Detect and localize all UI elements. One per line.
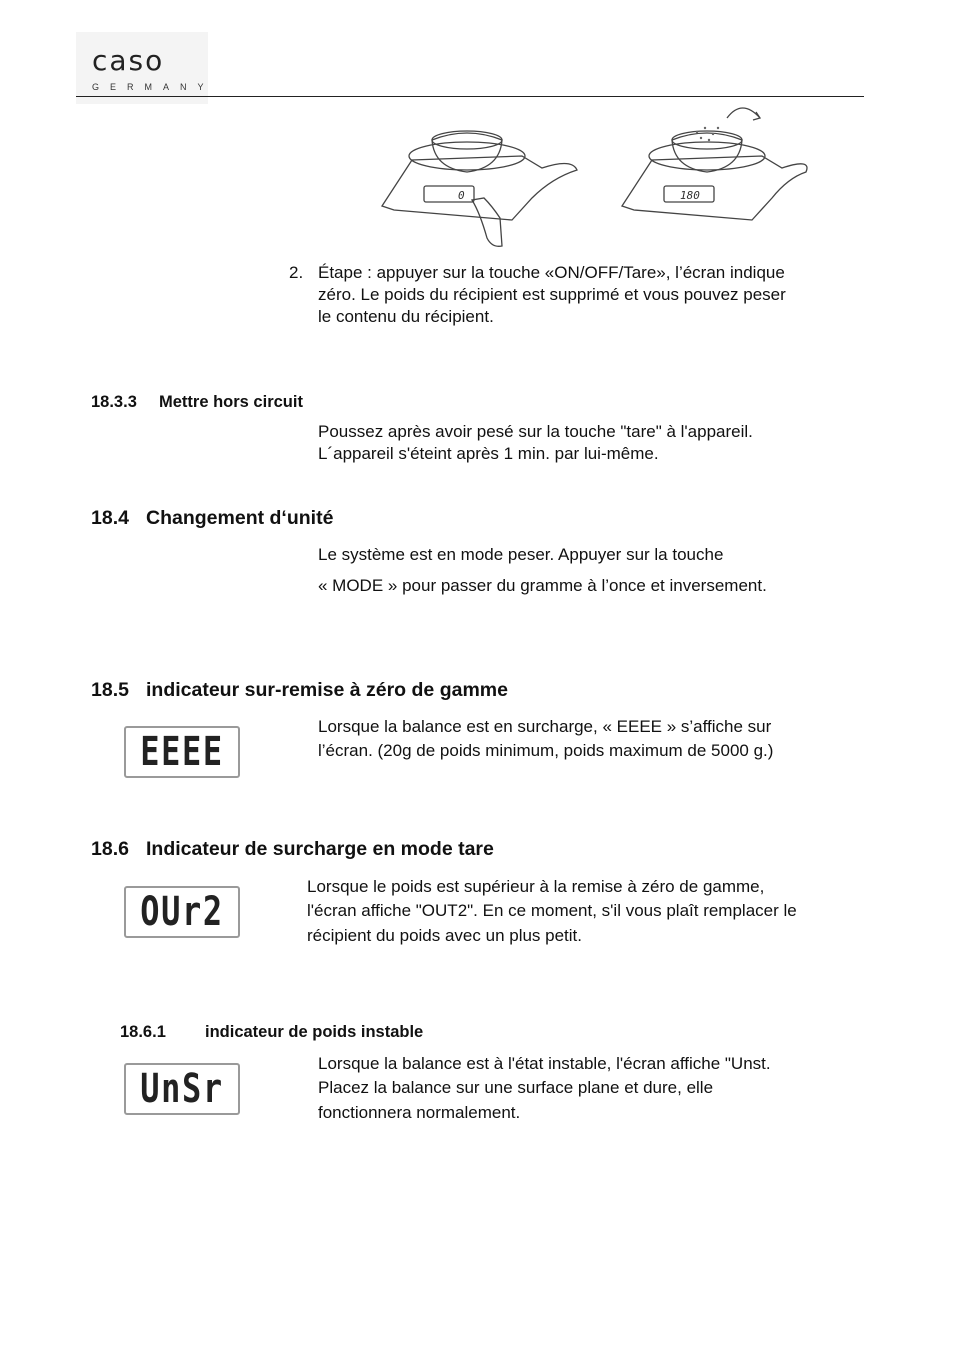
section-18-3-3-number: 18.3.3 xyxy=(91,393,137,411)
section-18-3-3-title: Mettre hors circuit xyxy=(159,393,303,411)
section-18-6-number: 18.6 xyxy=(91,838,129,860)
logo-text: caso xyxy=(92,44,165,77)
section-18-6-1-line-1: Lorsque la balance est à l'état instable, l'écran affiche "Unst. xyxy=(318,1054,771,1073)
step-2-line-3: le contenu du récipient. xyxy=(318,307,494,326)
lcd-out2-text: OUr2 xyxy=(140,889,224,935)
section-18-5-line-1: Lorsque la balance est en surcharge, « EEEE » s’affiche sur xyxy=(318,717,772,736)
lcd-display-unst xyxy=(124,1063,240,1115)
section-18-3-3-line-2: L´appareil s'éteint après 1 min. par lui-même. xyxy=(318,444,659,463)
section-18-4-title: Changement d‘unité xyxy=(146,507,334,529)
section-18-6-1-line-3: fonctionnera normalement. xyxy=(318,1103,521,1122)
step-number: 2. xyxy=(289,263,304,282)
scale-illustration xyxy=(372,98,812,253)
section-18-6-line-1: Lorsque le poids est supérieur à la remise à zéro de gamme, xyxy=(307,877,765,896)
lcd-display-eeee xyxy=(124,726,240,778)
section-18-4-number: 18.4 xyxy=(91,507,129,529)
section-18-5-line-2: l’écran. (20g de poids minimum, poids maximum de 5000 g.) xyxy=(318,741,774,760)
section-18-6-line-2: l'écran affiche "OUT2". En ce moment, s'il vous plaît remplacer le xyxy=(307,901,797,920)
display-left-value: 0 xyxy=(458,189,465,202)
step-2-line-2: zéro. Le poids du récipient est supprimé et vous pouvez peser xyxy=(318,285,786,304)
section-18-4-line-2: « MODE » pour passer du gramme à l’once et inversement. xyxy=(318,576,767,595)
section-18-6-1-line-2: Placez la balance sur une surface plane et dure, elle xyxy=(318,1078,714,1097)
section-18-4-line-1: Le système est en mode peser. Appuyer sur la touche xyxy=(318,545,724,564)
display-right-value: 180 xyxy=(680,189,700,202)
section-18-6-1-number: 18.6.1 xyxy=(120,1023,166,1041)
section-18-6-title: Indicateur de surcharge en mode tare xyxy=(146,838,494,860)
lcd-eeee-text: EEEE xyxy=(140,729,224,775)
header-divider xyxy=(76,96,864,97)
section-18-5-title: indicateur sur-remise à zéro de gamme xyxy=(146,679,508,701)
section-18-6-line-3: récipient du poids avec un plus petit. xyxy=(307,926,583,945)
section-18-3-3-line-1: Poussez après avoir pesé sur la touche "tare" à l'appareil. xyxy=(318,422,753,441)
logo-subtitle: GERMANY xyxy=(92,82,215,92)
lcd-unst-text: UnSr xyxy=(140,1066,224,1112)
step-2-line-1: Étape : appuyer sur la touche «ON/OFF/Tare», l’écran indique xyxy=(318,263,785,282)
section-18-6-1-title: indicateur de poids instable xyxy=(205,1023,424,1041)
section-18-5-number: 18.5 xyxy=(91,679,129,701)
lcd-display-out2 xyxy=(124,886,240,938)
